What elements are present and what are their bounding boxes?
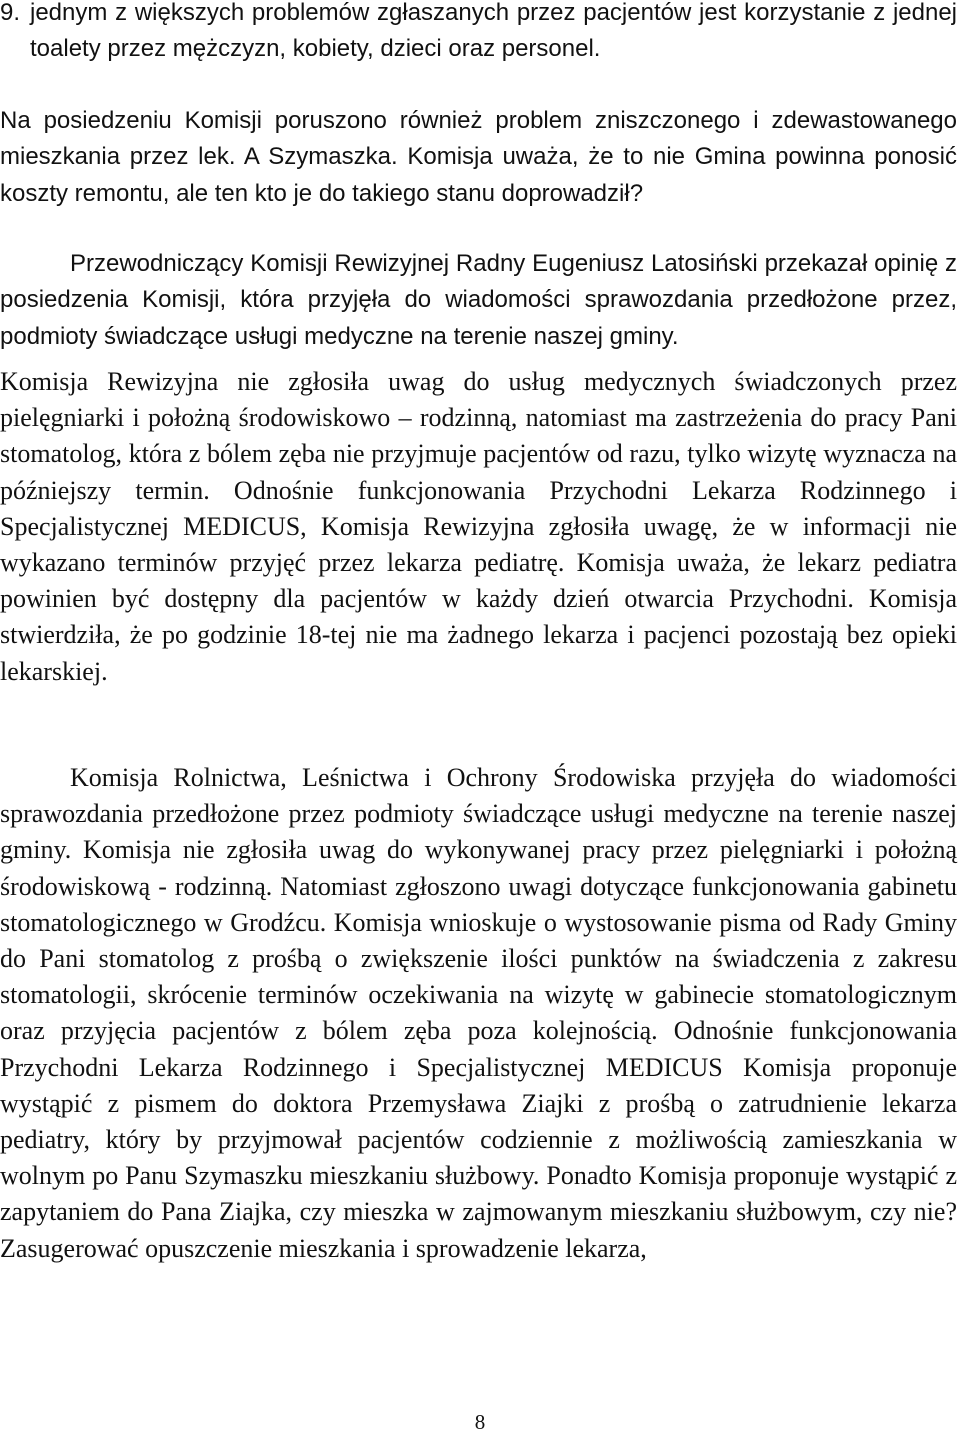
list-item-9 xyxy=(0,0,957,68)
paragraph-apartment-damage: Na posiedzeniu Komisji poruszono również problem zniszczonego i zdewastowanego mieszkania przez lek. A Szymaszka. Komisja uważa, że to nie Gmina powinna ponosić koszty remontu, ale ten kto je do takiego stanu doprowadził? xyxy=(0,107,957,207)
list-item-number: 9. xyxy=(0,0,21,26)
paragraph-agriculture-committee: Komisja Rolnictwa, Leśnictwa i Ochrony Środowiska przyjęła do wiadomości sprawozdania przedłożone przez podmioty świadczące usługi medyczne na terenie naszej gminy. Komisja nie zgłosiła uwag do wykonywanej pracy przez pielęgniarki i położną środowiskową - rodzinną. Natomiast zgłoszono uwagi dotyczące funkcjonowania gabinetu stomatologicznego w Grodźcu. Komisja wnioskuje o wystosowanie pisma od Rady Gminy do Pani stomatolog z prośbą o zwiększenie ilości punktów na świadczenia z zakresu stomatologii, skrócenie terminów oczekiwania na wizytę w gabinecie stomatologicznym oraz przyjęcia pacjentów z bólem zęba poza kolejnością. Odnośnie funkcjonowania Przychodni Lekarza Rodzinnego i Specjalistycznej MEDICUS Komisja proponuje wystąpić z pismem do doktora Przemysława Ziajki z prośbą o zatrudnienie lekarza pediatry, który by przyjmował pacjentów codziennie z możliwością zamieszkania w wolnym po Panu Szymaszku mieszkaniu służbowy. Ponadto Komisja proponuje wystąpić z zapytaniem do Pana Ziajka, czy mieszka w zajmowanym mieszkaniu służbowym, czy nie? Zasugerować opuszczenie mieszkania i sprowadzenie lekarza, xyxy=(0,763,957,1263)
list-item-text: jednym z większych problemów zgłaszanych przez pacjentów jest korzystanie z jednej toalety przez mężczyzn, kobiety, dzieci oraz personel. xyxy=(30,0,957,63)
page-number: 8 xyxy=(474,1410,486,1434)
paragraph-audit-committee-intro: Przewodniczący Komisji Rewizyjnej Radny Eugeniusz Latosiński przekazał opinię z posiedzenia Komisji, która przyjęła do wiadomości sprawozdania przedłożone przez, podmioty świadczące usługi medyczne na terenie naszej gminy. xyxy=(0,250,957,350)
paragraph-audit-committee-remarks: Komisja Rewizyjna nie zgłosiła uwag do usług medycznych świadczonych przez pielęgniarki i położną środowiskowo – rodzinną, natomiast ma zastrzeżenia do pracy Pani stomatolog, która z bólem zęba nie przyjmuje pacjentów od razu, tylko wizytę wyznacza na późniejszy termin. Odnośnie funkcjonowania Przychodni Lekarza Rodzinnego i Specjalistycznej MEDICUS, Komisja Rewizyjna zgłosiła uwagę, że w informacji nie wykazano terminów przyjęć przez lekarza pediatrę. Komisja uważa, że lekarz pediatra powinien być dostępny dla pacjentów w każdy dzień otwarcia Przychodni. Komisja stwierdziła, że po godzinie 18-tej nie ma żadnego lekarza i pacjenci pozostają bez opieki lekarskiej. xyxy=(0,367,957,686)
